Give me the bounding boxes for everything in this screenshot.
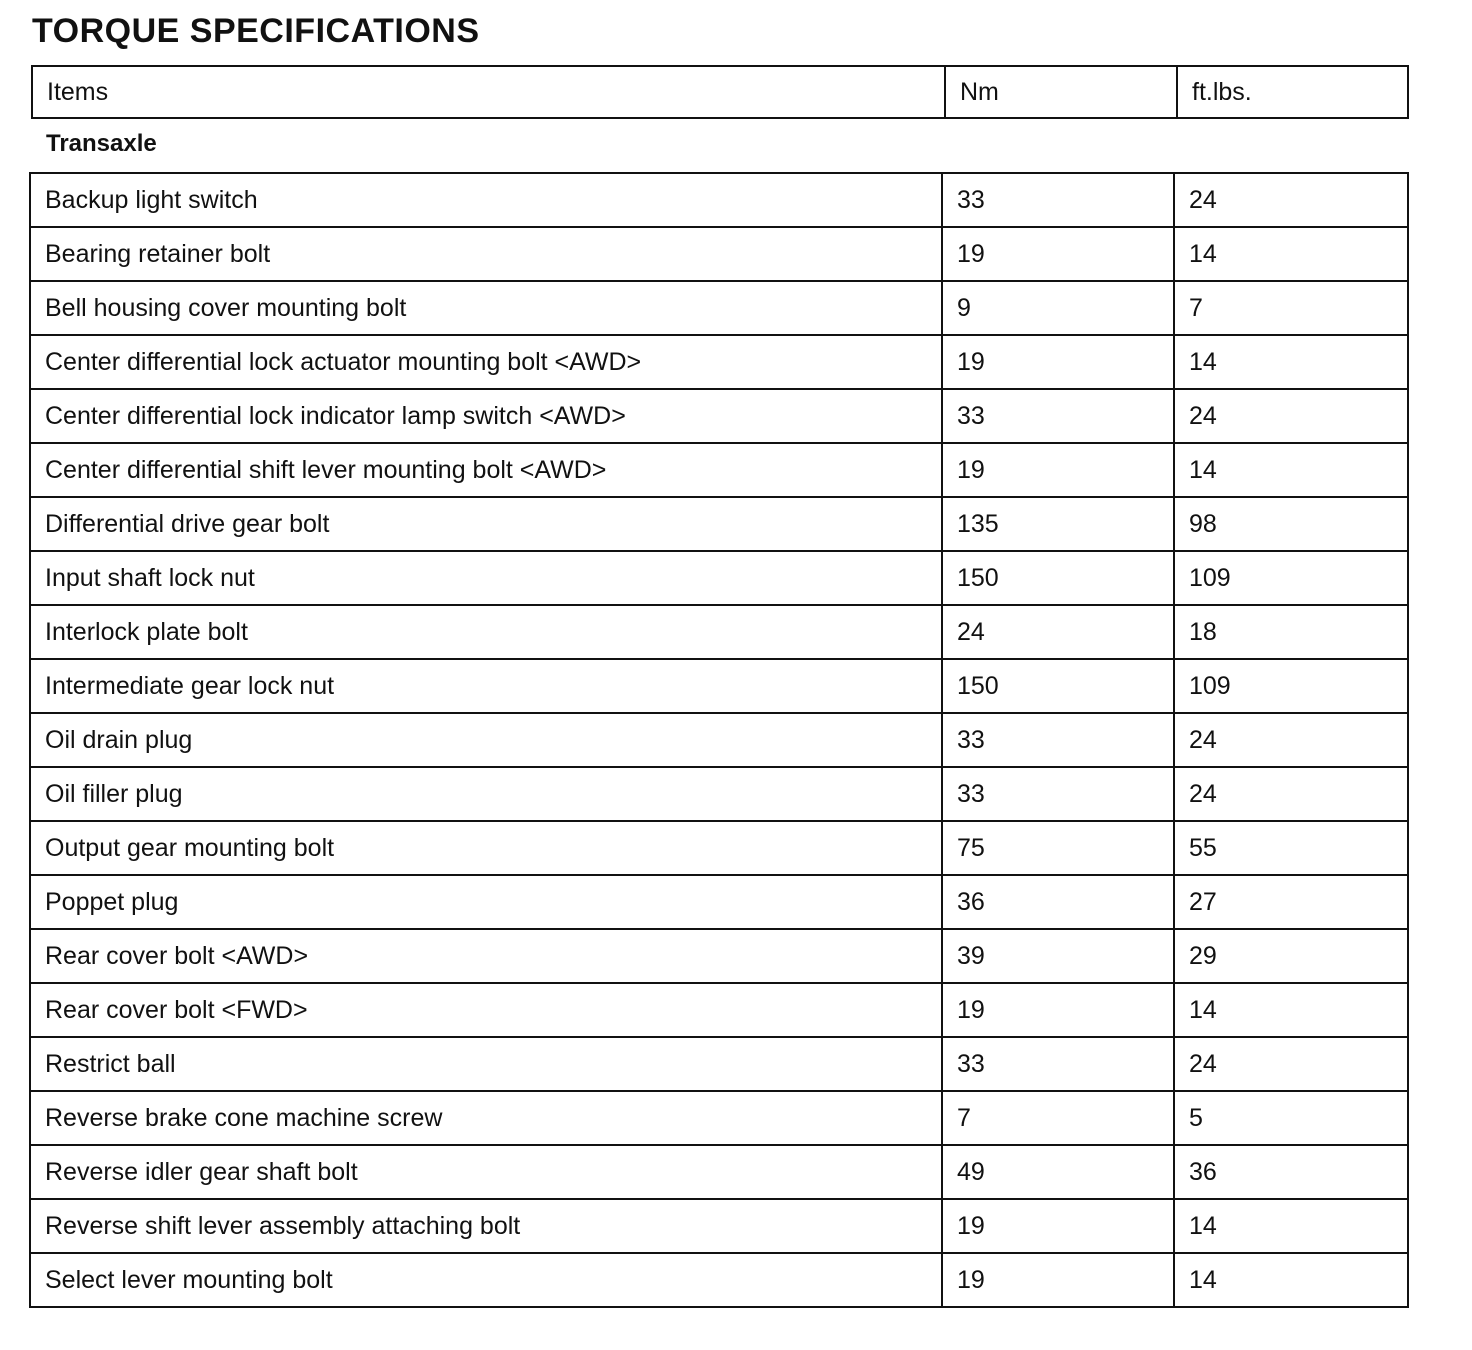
nm-cell: 33 <box>942 389 1174 443</box>
item-cell: Oil drain plug <box>30 713 942 767</box>
table-row <box>30 497 1408 551</box>
table-row <box>30 281 1408 335</box>
nm-cell: 24 <box>942 605 1174 659</box>
ftlbs-cell: 14 <box>1174 443 1408 497</box>
item-cell: Select lever mounting bolt <box>30 1253 942 1307</box>
column-header-table <box>31 65 1409 119</box>
item-cell: Intermediate gear lock nut <box>30 659 942 713</box>
nm-cell: 19 <box>942 983 1174 1037</box>
item-cell: Reverse brake cone machine screw <box>30 1091 942 1145</box>
table-row <box>30 929 1408 983</box>
nm-cell: 19 <box>942 335 1174 389</box>
section-heading: Transaxle <box>46 130 157 157</box>
table-row <box>30 1091 1408 1145</box>
item-cell: Output gear mounting bolt <box>30 821 942 875</box>
table-row <box>30 1145 1408 1199</box>
ftlbs-cell: 24 <box>1174 1037 1408 1091</box>
item-cell: Input shaft lock nut <box>30 551 942 605</box>
header-ftlbs: ft.lbs. <box>1177 66 1408 118</box>
table-row <box>30 173 1408 227</box>
ftlbs-cell: 55 <box>1174 821 1408 875</box>
header-items: Items <box>32 66 945 118</box>
item-cell: Rear cover bolt <FWD> <box>30 983 942 1037</box>
table-row <box>30 335 1408 389</box>
item-cell: Interlock plate bolt <box>30 605 942 659</box>
nm-cell: 9 <box>942 281 1174 335</box>
table-row <box>30 1253 1408 1307</box>
ftlbs-cell: 24 <box>1174 767 1408 821</box>
ftlbs-cell: 27 <box>1174 875 1408 929</box>
ftlbs-cell: 14 <box>1174 335 1408 389</box>
table-row <box>30 821 1408 875</box>
nm-cell: 33 <box>942 1037 1174 1091</box>
ftlbs-cell: 29 <box>1174 929 1408 983</box>
table-row <box>30 659 1408 713</box>
ftlbs-cell: 14 <box>1174 1199 1408 1253</box>
table-row <box>30 443 1408 497</box>
ftlbs-cell: 7 <box>1174 281 1408 335</box>
item-cell: Differential drive gear bolt <box>30 497 942 551</box>
page-title: TORQUE SPECIFICATIONS <box>32 12 480 50</box>
item-cell: Restrict ball <box>30 1037 942 1091</box>
torque-spec-table <box>29 172 1409 1308</box>
item-cell: Center differential shift lever mounting bolt <AWD> <box>30 443 942 497</box>
table-row <box>30 605 1408 659</box>
item-cell: Bell housing cover mounting bolt <box>30 281 942 335</box>
table-row <box>30 713 1408 767</box>
nm-cell: 135 <box>942 497 1174 551</box>
table-row <box>30 767 1408 821</box>
ftlbs-cell: 18 <box>1174 605 1408 659</box>
item-cell: Bearing retainer bolt <box>30 227 942 281</box>
ftlbs-cell: 14 <box>1174 1253 1408 1307</box>
ftlbs-cell: 24 <box>1174 389 1408 443</box>
table-row <box>30 227 1408 281</box>
nm-cell: 150 <box>942 551 1174 605</box>
ftlbs-cell: 109 <box>1174 551 1408 605</box>
header-row <box>32 66 1408 118</box>
table-row <box>30 983 1408 1037</box>
nm-cell: 75 <box>942 821 1174 875</box>
header-nm: Nm <box>945 66 1177 118</box>
nm-cell: 7 <box>942 1091 1174 1145</box>
nm-cell: 33 <box>942 173 1174 227</box>
table-row <box>30 1037 1408 1091</box>
nm-cell: 33 <box>942 713 1174 767</box>
ftlbs-cell: 24 <box>1174 713 1408 767</box>
ftlbs-cell: 98 <box>1174 497 1408 551</box>
ftlbs-cell: 36 <box>1174 1145 1408 1199</box>
nm-cell: 19 <box>942 443 1174 497</box>
table-row <box>30 1199 1408 1253</box>
nm-cell: 36 <box>942 875 1174 929</box>
table-row <box>30 875 1408 929</box>
item-cell: Reverse idler gear shaft bolt <box>30 1145 942 1199</box>
table-row <box>30 551 1408 605</box>
item-cell: Backup light switch <box>30 173 942 227</box>
item-cell: Center differential lock actuator mounting bolt <AWD> <box>30 335 942 389</box>
nm-cell: 39 <box>942 929 1174 983</box>
item-cell: Reverse shift lever assembly attaching bolt <box>30 1199 942 1253</box>
item-cell: Poppet plug <box>30 875 942 929</box>
ftlbs-cell: 5 <box>1174 1091 1408 1145</box>
ftlbs-cell: 14 <box>1174 983 1408 1037</box>
nm-cell: 150 <box>942 659 1174 713</box>
ftlbs-cell: 24 <box>1174 173 1408 227</box>
nm-cell: 19 <box>942 1199 1174 1253</box>
item-cell: Rear cover bolt <AWD> <box>30 929 942 983</box>
ftlbs-cell: 14 <box>1174 227 1408 281</box>
item-cell: Oil filler plug <box>30 767 942 821</box>
ftlbs-cell: 109 <box>1174 659 1408 713</box>
table-row <box>30 389 1408 443</box>
item-cell: Center differential lock indicator lamp switch <AWD> <box>30 389 942 443</box>
nm-cell: 49 <box>942 1145 1174 1199</box>
nm-cell: 19 <box>942 1253 1174 1307</box>
torque-spec-body <box>30 173 1408 1307</box>
nm-cell: 33 <box>942 767 1174 821</box>
nm-cell: 19 <box>942 227 1174 281</box>
